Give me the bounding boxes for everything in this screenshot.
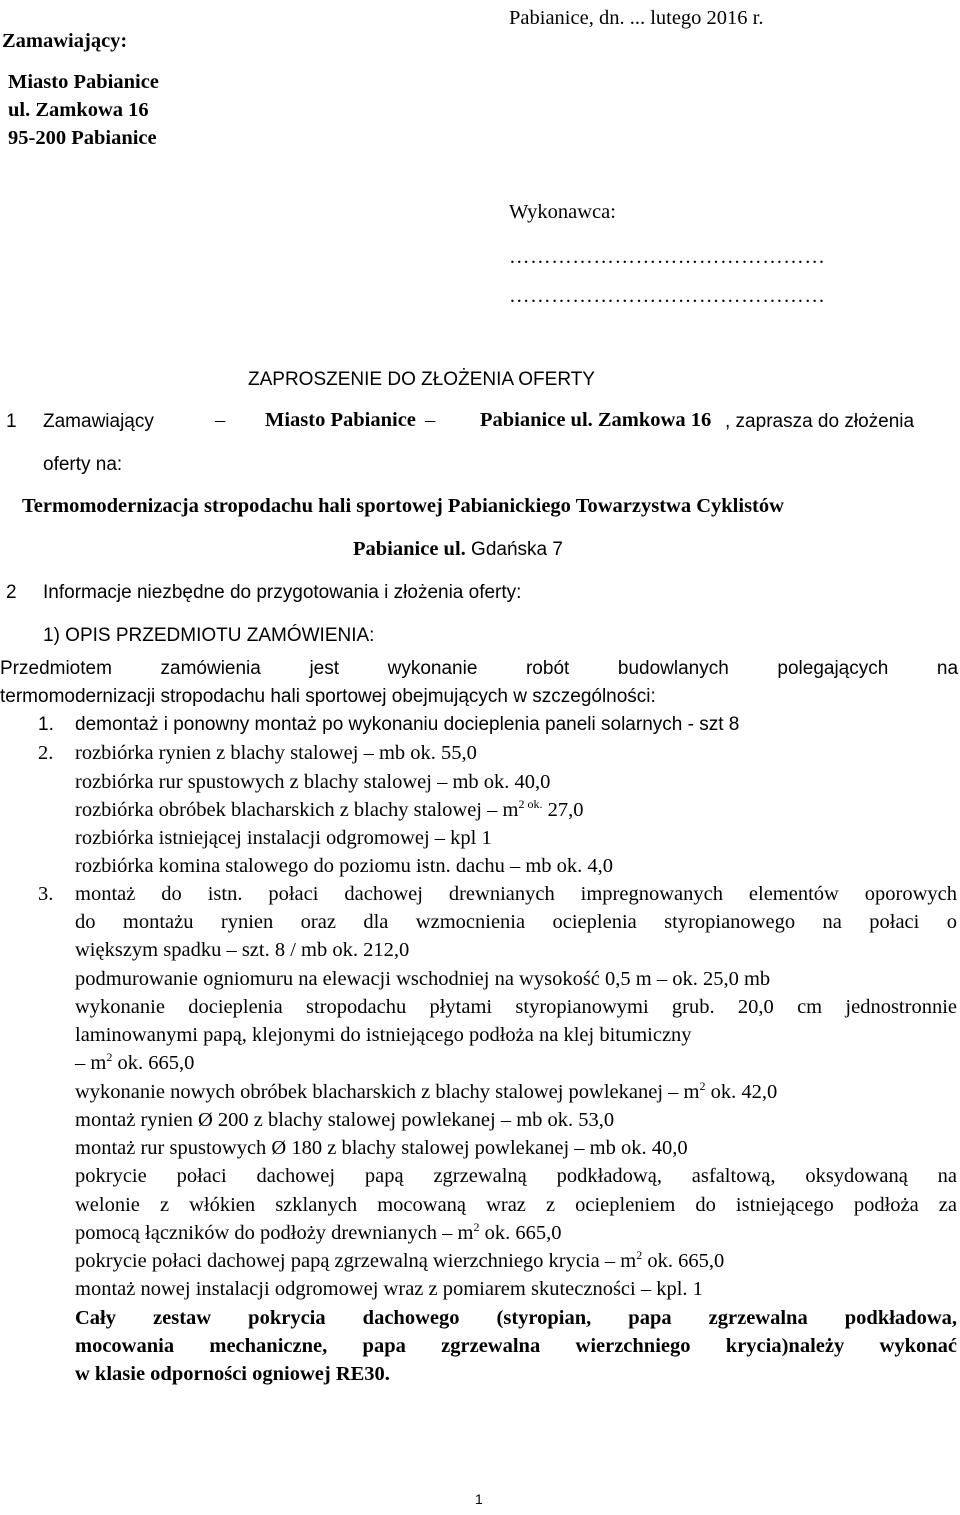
section-1-word-orderer: Zamawiający	[43, 411, 154, 432]
section-1-address: Pabianice ul. Zamkowa 16	[480, 409, 712, 431]
intro-line-2: termomodernizacji stropodachu hali sportowej obejmujących w szczególności:	[0, 686, 656, 707]
intro-word: Przedmiotem	[0, 658, 112, 679]
item-3-line-f: montaż rur spustowych Ø 180 z blachy stalowej powlekanej – mb ok. 40,0	[75, 1137, 688, 1159]
item-3-line-h-text: pokrycie połaci dachowej papą zgrzewalną wierzchniego krycia – m	[75, 1250, 637, 1272]
item-3-line-g1: pokrycie połaci dachowej papą zgrzewalną podkładową, asfaltową, oksydowaną na	[75, 1165, 957, 1187]
section-1-dash-1: –	[215, 409, 226, 431]
subject-line-2	[353, 537, 563, 562]
subject-street: Pabianice ul.	[353, 538, 466, 560]
section-1-continuation: oferty na:	[43, 454, 123, 475]
contractor-label: Wykonawca:	[509, 201, 616, 223]
fire-class-note-line-1: Cały zestaw pokrycia dachowego (styropian, papa zgrzewalna podkładowa,	[75, 1307, 957, 1329]
item-3-line-1: montaż do istn. połaci dachowej drewnianych impregnowanych elementów oporowych	[75, 883, 957, 905]
fire-class-note-line-3: w klasie odporności ogniowej RE30.	[75, 1363, 390, 1385]
item-2-line-b: rozbiórka rur spustowych z blachy stalowej – mb ok. 40,0	[75, 771, 551, 793]
orderer-city: 95-200 Pabianice	[8, 127, 157, 149]
section-1-dash-2: –	[425, 409, 436, 431]
item-3-line-c3-value: ok. 665,0	[112, 1052, 195, 1074]
item-3-line-3: większym spadku – szt. 8 / mb ok. 212,0	[75, 939, 410, 961]
item-3-line-c3-text: – m	[75, 1052, 107, 1074]
item-3-line-g3-text: pomocą łączników do podłoży drewnianych – m	[75, 1222, 474, 1244]
item-3-line-2: do montażu rynien oraz dla wzmocnienia ocieplenia styropianowego na połaci o	[75, 911, 957, 933]
item-3-line-i: montaż nowej instalacji odgromowej wraz z pomiarem skuteczności – kpl. 1	[75, 1278, 703, 1300]
section-1-invite: , zaprasza do złożenia	[725, 411, 915, 432]
superscript: 2	[699, 1079, 706, 1093]
orderer-street: ul. Zamkowa 16	[8, 99, 149, 121]
item-3-line-g2: welonie z włókien szklanych mocowaną wraz z ociepleniem do istniejącego podłoża za	[75, 1194, 957, 1216]
intro-word: na	[936, 658, 959, 679]
item-2-line-a: rozbiórka rynien z blachy stalowej – mb ok. 55,0	[75, 742, 477, 764]
contractor-line-2: ………………………………………	[509, 285, 826, 307]
item-2-line-e: rozbiórka komina stalowego do poziomu istn. dachu – mb ok. 4,0	[75, 855, 614, 877]
item-3-line-b: podmurowanie ogniomuru na elewacji wschodniej na wysokość 0,5 m – ok. 25,0 mb	[75, 968, 771, 990]
item-3-line-d-value: ok. 42,0	[705, 1081, 778, 1103]
section-1-number: 1	[6, 411, 17, 432]
contractor-line-1: ………………………………………	[509, 246, 826, 268]
page-number: 1	[475, 1491, 483, 1507]
item-2-line-c-value: 27,0	[542, 799, 584, 821]
subject-street-name: Gdańska 7	[465, 539, 563, 560]
item-2-line-c-text: rozbiórka obróbek blacharskich z blachy stalowej – m	[75, 799, 519, 821]
subject-line-1: Termomodernizacja stropodachu hali sportowej Pabianickiego Towarzystwa Cyklistów	[22, 495, 784, 517]
intro-word: wykonanie	[387, 658, 478, 679]
item-1-text: demontaż i ponowny montaż po wykonaniu docieplenia paneli solarnych - szt 8	[75, 714, 740, 735]
superscript: 2	[106, 1050, 113, 1064]
item-3-line-g3	[75, 1221, 562, 1247]
intro-word: jest	[309, 658, 340, 679]
item-2-number: 2.	[38, 742, 54, 764]
document-date: Pabianice, dn. ... lutego 2016 r.	[509, 7, 764, 29]
item-3-line-h	[75, 1249, 724, 1275]
item-1-number: 1.	[38, 714, 54, 735]
item-3-line-g3-value: ok. 665,0	[479, 1222, 562, 1244]
orderer-name: Miasto Pabianice	[8, 71, 159, 93]
subsection-1-heading: 1) OPIS PRZEDMIOTU ZAMÓWIENIA:	[43, 625, 375, 646]
item-3-line-h-value: ok. 665,0	[642, 1250, 725, 1272]
item-3-line-c1: wykonanie docieplenia stropodachu płytami styropianowymi grub. 20,0 cm jednostronnie	[75, 996, 957, 1018]
superscript: 2	[473, 1220, 480, 1234]
superscript: 2	[636, 1248, 643, 1262]
fire-class-note-line-2: mocowania mechaniczne, papa zgrzewalna wierzchniego krycia)należy wykonać	[75, 1335, 957, 1357]
item-3-line-d-text: wykonanie nowych obróbek blacharskich z blachy stalowej powlekanej – m	[75, 1081, 700, 1103]
intro-word: zamówienia	[160, 658, 261, 679]
superscript: 2 ok.	[518, 797, 543, 811]
page-title: ZAPROSZENIE DO ZŁOŻENIA OFERTY	[248, 369, 595, 390]
item-3-line-c3	[75, 1051, 194, 1077]
intro-word: budowlanych	[617, 658, 729, 679]
intro-word: robót	[525, 658, 570, 679]
section-1-city-name: Miasto Pabianice	[265, 409, 416, 431]
section-2-number: 2	[6, 582, 17, 603]
item-3-line-d	[75, 1080, 777, 1106]
orderer-label: Zamawiający:	[2, 30, 128, 52]
item-3-line-e: montaż rynien Ø 200 z blachy stalowej powlekanej – mb ok. 53,0	[75, 1109, 615, 1131]
item-3-line-c2: laminowanymi papą, klejonymi do istniejącego podłoża na klej bitumiczny	[75, 1024, 692, 1046]
section-2-heading: Informacje niezbędne do przygotowania i złożenia oferty:	[43, 582, 522, 603]
item-2-line-d: rozbiórka istniejącej instalacji odgromowej – kpl 1	[75, 827, 492, 849]
intro-word: polegających	[777, 658, 889, 679]
item-3-number: 3.	[38, 883, 54, 905]
intro-line-1	[0, 657, 958, 681]
item-2-line-c	[75, 798, 583, 824]
